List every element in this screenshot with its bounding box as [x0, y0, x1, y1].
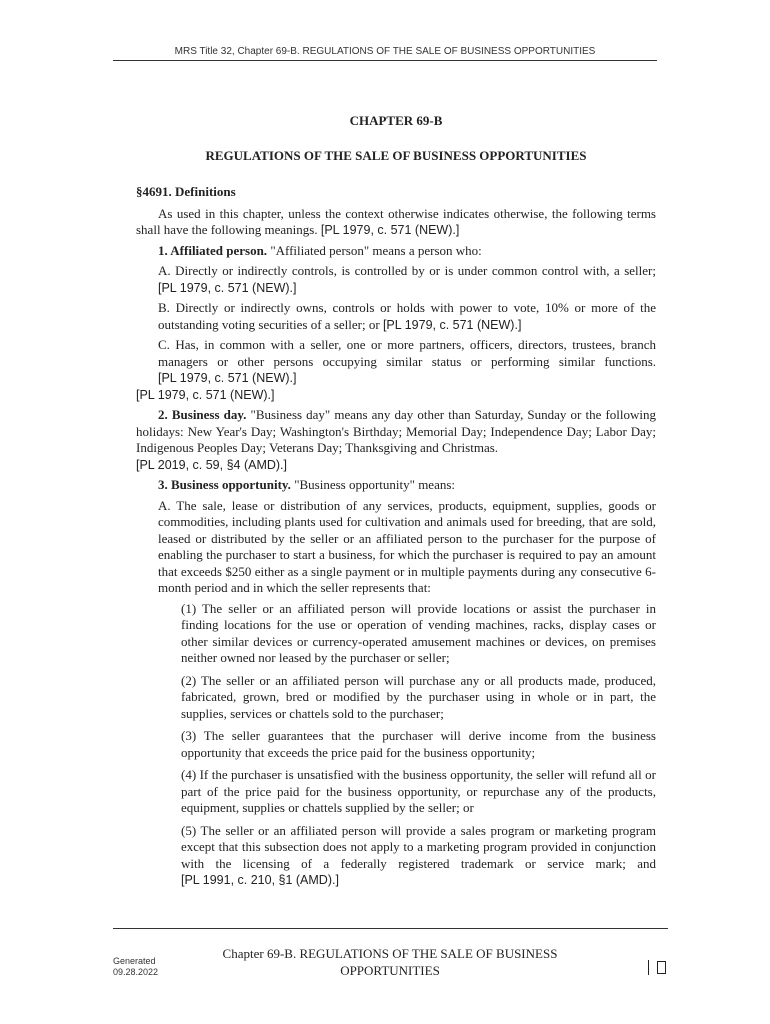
subclause-5 [181, 823, 656, 889]
page-box-icon [657, 961, 666, 974]
running-header: MRS Title 32, Chapter 69-B. REGULATIONS OF THE SALE OF BUSINESS OPPORTUNITIES [174, 46, 596, 57]
history-note: [PL 1979, c. 571 (NEW).] [136, 387, 275, 402]
clause-b [158, 300, 656, 333]
clause-text: A. Directly or indirectly controls, is controlled by or is under common control with, a seller; [158, 263, 656, 278]
definition-text: "Affiliated person" means a person who: [267, 242, 482, 258]
chapter-title: REGULATIONS OF THE SALE OF BUSINESS OPPORTUNITIES [205, 147, 587, 163]
chapter-number: CHAPTER 69-B [349, 113, 443, 128]
clause-a [158, 263, 656, 296]
clause-text: B. Directly or indirectly owns, controls or holds with power to vote, 10% or more of the outstanding voting securities of a seller; or [158, 300, 656, 332]
generated-stamp [113, 956, 158, 978]
subclause-4: (4) If the purchaser is unsatisfied with the business opportunity, the seller will refund all or part of the price paid for the business opportunity, or repurchase any of the products, equipment, supplies or chattels supplied by the seller; or [181, 767, 656, 815]
footer-title: Chapter 69-B. REGULATIONS OF THE SALE OF BUSINESS OPPORTUNITIES [222, 946, 558, 978]
section-heading: §4691. Definitions [136, 184, 236, 199]
definition-term: 1. Affiliated person. [158, 242, 268, 258]
definition-text: "Business day" means any day other than Saturday, Sunday or the following holidays: New Year's Day; Washington's Birthday; Memorial Day; Independence Day; Labor Day; Indigenous Peoples Day; Veterans Day; Thanksgiving and Christmas. [136, 407, 657, 455]
section-intro [136, 206, 656, 239]
generated-label: Generated [113, 956, 156, 966]
history-note: [PL 1991, c. 210, §1 (AMD).] [181, 873, 339, 887]
history-note: [PL 1979, c. 571 (NEW).] [320, 223, 460, 237]
section-intro-text: As used in this chapter, unless the context otherwise indicates otherwise, the following terms shall have the following meanings. [136, 205, 656, 237]
generated-date: 09.28.2022 [113, 967, 159, 977]
clause-text: C. Has, in common with a seller, one or more partners, officers, directors, trustees, branch managers or other persons occupying similar status or performing similar functions. [158, 337, 656, 369]
definition-business-day [136, 407, 656, 457]
subclause-2: (2) The seller or an affiliated person will purchase any or all products made, produced, fabricated, grown, bred or modified by the purchaser using in whole or in part, the supplies, services or chattels sold to the purchaser; [181, 672, 656, 721]
history-note: [PL 1979, c. 571 (NEW).] [158, 371, 297, 385]
clause-a: A. The sale, lease or distribution of any services, products, equipment, supplies, goods or commodities, including plants used for cultivation and animals used for breeding, that are sold, leased or distributed by the seller or an affiliated person to the purchaser for the purpose of enabling the purchaser to start a business, for which the purchaser is required to pay an amount that exceeds $250 either as a single payment or in multiple payments during any consecutive 6-month period and in which the seller represents that: [158, 497, 656, 595]
subclause-text: (5) The seller or an affiliated person will provide a sales program or marketing program except that this subsection does not apply to a marketing program provided in conjunction with the licensing of a federally registered trademark or service mark; and [181, 822, 656, 871]
definition-text: "Business opportunity" means: [290, 477, 456, 492]
clause-c [158, 337, 656, 387]
definition-term: 3. Business opportunity. [158, 477, 291, 492]
history-note: [PL 2019, c. 59, §4 (AMD).] [136, 457, 287, 472]
page-marker [648, 958, 666, 975]
header-rule [113, 60, 657, 61]
subclause-1: (1) The seller or an affiliated person will provide locations or assist the purchaser in finding locations for the use or operation of vending machines, racks, display cases or other similar devices or currency-operated amusement machines or devices, on premises neither owned nor leased by the purchaser or seller; [181, 600, 656, 665]
footer-rule [113, 928, 668, 929]
definition-business-opportunity [158, 477, 656, 494]
history-note: [PL 1979, c. 571 (NEW).] [158, 280, 297, 295]
history-note: [PL 1979, c. 571 (NEW).] [382, 317, 522, 332]
definition-term: 2. Business day. [158, 407, 247, 422]
divider [648, 960, 649, 975]
definition-affiliated-person [158, 243, 656, 260]
document-body [136, 108, 656, 895]
subclause-3: (3) The seller guarantees that the purchaser will derive income from the business opportunity that exceeds the price paid for the business opportunity; [181, 728, 656, 760]
